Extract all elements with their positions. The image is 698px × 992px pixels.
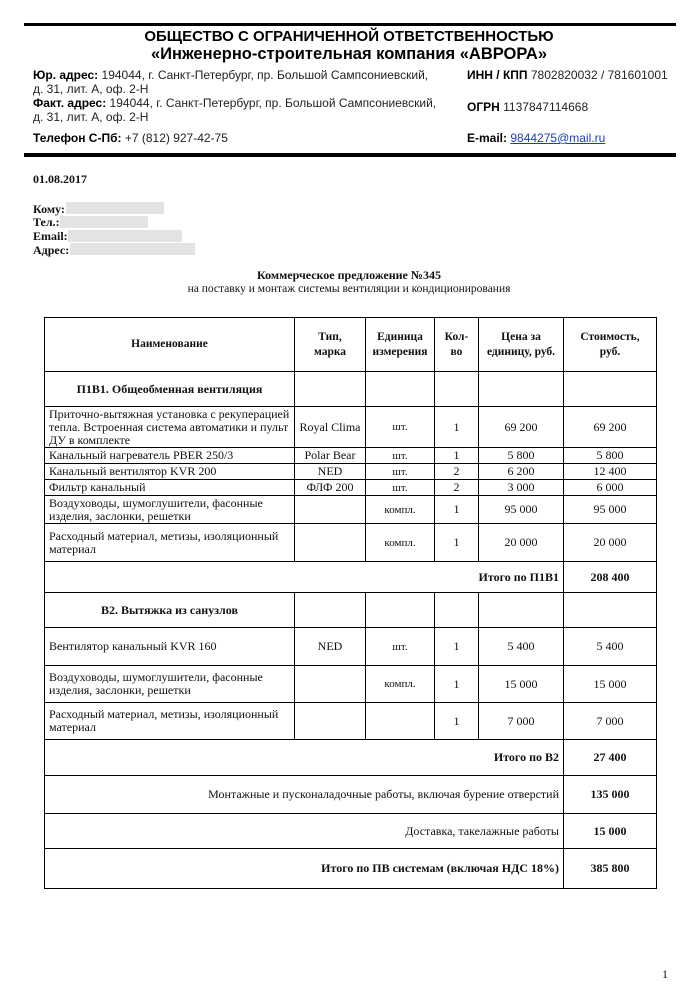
item-cost: 20 000 (564, 524, 657, 562)
delivery-label: Доставка, такелажные работы (45, 814, 564, 849)
item-name: Воздуховоды, шумоглушители, фасонные изделия, заслонки, решетки (45, 666, 295, 703)
item-cost: 12 400 (564, 464, 657, 480)
email-label: E-mail: (467, 131, 508, 145)
inn-label: ИНН / КПП (467, 68, 528, 82)
delivery-value: 15 000 (564, 814, 657, 849)
table-row (45, 703, 657, 740)
item-type (295, 524, 366, 562)
table-row (45, 407, 657, 448)
table-row (45, 496, 657, 524)
item-unit: шт. (366, 480, 435, 496)
item-price: 69 200 (479, 407, 564, 448)
item-type (295, 496, 366, 524)
grand-total-label: Итого по ПВ системам (включая НДС 18%) (45, 849, 564, 889)
item-cost: 6 000 (564, 480, 657, 496)
redacted-recipient-address (70, 243, 195, 255)
item-qty: 1 (435, 496, 479, 524)
col-header-name: Наименование (45, 318, 295, 372)
table-row (45, 524, 657, 562)
item-name: Приточно-вытяжная установка с рекуперацией тепла. Встроенная система автоматики и пульт ДУ в комплекте (45, 407, 295, 448)
section-title: В2. Вытяжка из санузлов (45, 593, 295, 628)
offer-title: Коммерческое предложение №345 (257, 268, 441, 282)
section-title: П1В1. Общеобменная вентиляция (45, 372, 295, 407)
page-number: 1 (662, 967, 668, 981)
item-cost: 5 400 (564, 628, 657, 666)
item-type: Royal Clima (295, 407, 366, 448)
phone-line (33, 131, 228, 145)
document-date: 01.08.2017 (33, 172, 87, 186)
email-link[interactable]: 9844275@mail.ru (510, 131, 606, 145)
recipient-address-label: Адрес: (33, 243, 70, 257)
item-type: Polar Bear (295, 448, 366, 464)
subtotal-value: 208 400 (564, 562, 657, 593)
col-header-cost: Стоимость, руб. (564, 318, 657, 372)
item-name: Канальный вентилятор KVR 200 (45, 464, 295, 480)
item-price: 7 000 (479, 703, 564, 740)
col-header-unit: Единица измерения (366, 318, 435, 372)
col-header-qty: Кол- во (435, 318, 479, 372)
subtotal-row (45, 562, 657, 593)
item-type: NED (295, 628, 366, 666)
phone-value: +7 (812) 927-42-75 (121, 131, 228, 145)
item-cost: 15 000 (564, 666, 657, 703)
phone-label: Телефон С-Пб: (33, 131, 122, 145)
item-name: Расходный материал, метизы, изоляционный материал (45, 524, 295, 562)
grand-total-value: 385 800 (564, 849, 657, 889)
price-table (44, 317, 657, 889)
legal-address-label: Юр. адрес: (33, 68, 99, 82)
redacted-recipient-name (66, 202, 164, 214)
installation-value: 135 000 (564, 776, 657, 814)
item-price: 5 400 (479, 628, 564, 666)
item-cost: 7 000 (564, 703, 657, 740)
legal-address-line-2: д. 31, лит. А, оф. 2-Н (33, 82, 149, 96)
item-unit: шт. (366, 448, 435, 464)
fact-address-value: 194044, г. Санкт-Петербург, пр. Большой Сампсониевский, (106, 96, 437, 110)
offer-subtitle: на поставку и монтаж системы вентиляции и кондиционирования (187, 283, 511, 295)
ogrn-line (467, 100, 588, 114)
org-name: «Инженерно-строительная компания «АВРОРА» (150, 45, 548, 63)
section-row (45, 593, 657, 628)
item-qty: 1 (435, 448, 479, 464)
fact-address-line-2: д. 31, лит. А, оф. 2-Н (33, 110, 149, 124)
org-type: ОБЩЕСТВО С ОГРАНИЧЕННОЙ ОТВЕТСТВЕННОСТЬЮ (144, 28, 554, 45)
installation-label: Монтажные и пусконаладочные работы, включая бурение отверстий (45, 776, 564, 814)
item-unit: компл. (366, 524, 435, 562)
item-name: Фильтр канальный (45, 480, 295, 496)
inn-line (467, 68, 668, 82)
recipient-to-label: Кому: (33, 202, 65, 216)
item-cost: 5 800 (564, 448, 657, 464)
item-type: NED (295, 464, 366, 480)
legal-address-line-1 (33, 68, 428, 82)
item-unit: шт. (366, 407, 435, 448)
fact-address-line-1 (33, 96, 436, 110)
recipient-tel-label: Тел.: (33, 215, 60, 229)
item-cost: 95 000 (564, 496, 657, 524)
redacted-recipient-tel (60, 216, 148, 228)
subtotal-row (45, 740, 657, 776)
item-name: Расходный материал, метизы, изоляционный материал (45, 703, 295, 740)
item-qty: 1 (435, 703, 479, 740)
item-qty: 2 (435, 464, 479, 480)
item-unit: компл. (366, 496, 435, 524)
ogrn-label: ОГРН (467, 100, 500, 114)
item-price: 3 000 (479, 480, 564, 496)
fact-address-label: Факт. адрес: (33, 96, 107, 110)
item-type (295, 666, 366, 703)
subtotal-label: Итого по П1В1 (45, 562, 564, 593)
redacted-recipient-email (68, 230, 182, 242)
recipient-email-label: Email: (33, 229, 68, 243)
item-qty: 1 (435, 524, 479, 562)
item-type (295, 703, 366, 740)
header-bottom-rule (24, 153, 676, 157)
item-name: Канальный нагреватель PBER 250/3 (45, 448, 295, 464)
item-unit: компл. (366, 666, 435, 703)
item-price: 20 000 (479, 524, 564, 562)
item-cost: 69 200 (564, 407, 657, 448)
item-qty: 1 (435, 407, 479, 448)
ogrn-value: 1137847114668 (499, 100, 589, 114)
item-price: 6 200 (479, 464, 564, 480)
email-line (467, 131, 605, 145)
item-qty: 1 (435, 666, 479, 703)
item-price: 15 000 (479, 666, 564, 703)
inn-value: 7802820032 / 781601001 (527, 68, 668, 82)
item-unit (366, 703, 435, 740)
item-unit: шт. (366, 628, 435, 666)
item-qty: 1 (435, 628, 479, 666)
subtotal-label: Итого по В2 (45, 740, 564, 776)
item-name: Вентилятор канальный KVR 160 (45, 628, 295, 666)
table-row (45, 448, 657, 464)
table-header-row (45, 318, 657, 372)
item-unit: шт. (366, 464, 435, 480)
col-header-price: Цена за единицу, руб. (479, 318, 564, 372)
item-price: 5 800 (479, 448, 564, 464)
installation-row (45, 776, 657, 814)
header-top-rule (24, 23, 676, 26)
item-name: Воздуховоды, шумоглушители, фасонные изделия, заслонки, решетки (45, 496, 295, 524)
grand-total-row (45, 849, 657, 889)
table-row (45, 666, 657, 703)
table-row (45, 464, 657, 480)
item-price: 95 000 (479, 496, 564, 524)
legal-address-value: 194044, г. Санкт-Петербург, пр. Большой Сампсониевский, (98, 68, 429, 82)
col-header-type: Тип, марка (295, 318, 366, 372)
item-qty: 2 (435, 480, 479, 496)
item-type: ФЛФ 200 (295, 480, 366, 496)
subtotal-value: 27 400 (564, 740, 657, 776)
table-row (45, 628, 657, 666)
table-row (45, 480, 657, 496)
section-row (45, 372, 657, 407)
delivery-row (45, 814, 657, 849)
